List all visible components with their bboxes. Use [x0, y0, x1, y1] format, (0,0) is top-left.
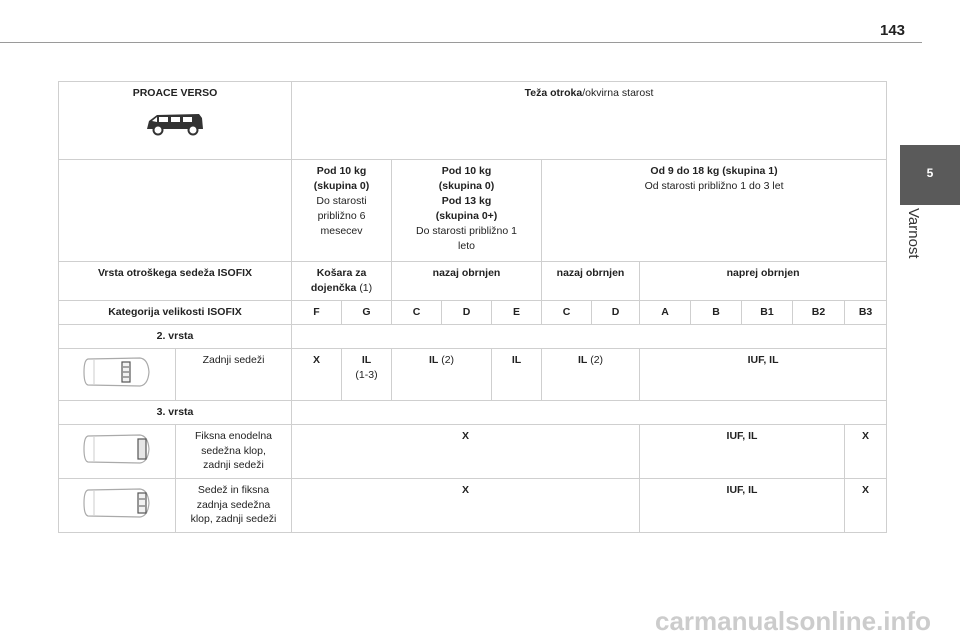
- seat-text: zadnja sedežna: [196, 498, 271, 511]
- seat-text: sedežna klop,: [201, 444, 266, 457]
- car-top-row3-icon: [82, 432, 152, 466]
- row3-title: 3. vrsta: [59, 400, 292, 424]
- empty-cell: [292, 400, 887, 424]
- row3b-value: IUF, IL: [640, 478, 845, 532]
- size-class: G: [342, 300, 392, 324]
- size-class: C: [392, 300, 442, 324]
- group-text: Pod 13 kg: [441, 194, 492, 207]
- size-class: D: [592, 300, 640, 324]
- type-forward: naprej obrnjen: [640, 262, 887, 301]
- footnote: (2): [441, 353, 455, 366]
- empty-cell: [292, 324, 887, 348]
- size-class: B2: [793, 300, 845, 324]
- isofix-table: [58, 81, 887, 533]
- group-text: leto: [458, 239, 475, 252]
- type-rear-1: nazaj obrnjen: [392, 262, 542, 301]
- row3b-value: X: [292, 478, 640, 532]
- group-text: Od starosti približno 1 do 3 let: [644, 179, 784, 192]
- car-top-row3-icon: [82, 486, 152, 520]
- type-text: dojenčka: [310, 281, 357, 294]
- seat-text: Sedež in fiksna: [197, 483, 270, 496]
- row2-value: IL: [361, 353, 372, 366]
- group-0plus-cell: [392, 160, 542, 262]
- footnote: (2): [590, 353, 604, 366]
- watermark: carmanualsonline.info: [655, 606, 931, 636]
- group-text: Do starosti približno 1: [416, 224, 517, 237]
- group-text: (skupina 0): [313, 179, 370, 192]
- row3b-value: X: [845, 478, 887, 532]
- group-text: (skupina 0): [438, 179, 495, 192]
- size-label: Kategorija velikosti ISOFIX: [59, 300, 292, 324]
- row2-seat: Zadnji sedeži: [176, 348, 292, 400]
- size-class: D: [442, 300, 492, 324]
- row2-value-cell: [342, 348, 392, 400]
- group-text: Pod 10 kg: [316, 165, 367, 177]
- page-number: 143: [880, 22, 906, 39]
- model-cell: [59, 82, 292, 160]
- size-class: E: [492, 300, 542, 324]
- row3b-seat: [176, 478, 292, 532]
- group-text: (skupina 0+): [435, 209, 498, 222]
- weight-header: [292, 82, 887, 160]
- group-0-cell: [292, 160, 392, 262]
- footnote: (1): [359, 281, 373, 294]
- row3a-icon-cell: [59, 424, 176, 478]
- row2-value: IL: [577, 353, 588, 366]
- row2-value: IUF, IL: [640, 348, 887, 400]
- van-side-icon: [143, 109, 207, 139]
- row2-value: IL: [492, 348, 542, 400]
- size-class: B1: [742, 300, 793, 324]
- row3a-value: X: [292, 424, 640, 478]
- weight-label: Teža otroka: [524, 87, 583, 99]
- row2-value-cell: [542, 348, 640, 400]
- seat-text: klop, zadnji sedeži: [190, 513, 277, 526]
- row3a-value: IUF, IL: [640, 424, 845, 478]
- group-1-cell: [542, 160, 887, 262]
- row2-title: 2. vrsta: [59, 324, 292, 348]
- type-rear-2: nazaj obrnjen: [542, 262, 640, 301]
- seat-text: zadnji sedeži: [203, 459, 264, 472]
- chapter-tab[interactable]: 5: [900, 145, 960, 205]
- row2-value: X: [292, 348, 342, 400]
- row2-value: IL: [428, 353, 439, 366]
- model-name: PROACE VERSO: [132, 87, 218, 99]
- size-class: B3: [845, 300, 887, 324]
- row3b-icon-cell: [59, 478, 176, 532]
- row2-icon-cell: [59, 348, 176, 400]
- header-rule: [0, 42, 922, 43]
- size-class: C: [542, 300, 592, 324]
- row3a-value: X: [845, 424, 887, 478]
- group-text: Do starosti: [316, 194, 367, 207]
- type-label: Vrsta otroškega sedeža ISOFIX: [59, 262, 292, 301]
- size-class: A: [640, 300, 691, 324]
- size-class: B: [691, 300, 742, 324]
- chapter-label: Varnost: [905, 208, 922, 259]
- footnote: (1-3): [355, 368, 378, 381]
- row2-value-cell: [392, 348, 492, 400]
- size-class: F: [292, 300, 342, 324]
- type-carrycot: [292, 262, 392, 301]
- group-text: Od 9 do 18 kg (skupina 1): [650, 165, 778, 177]
- group-text: mesecev: [320, 224, 363, 237]
- row3a-seat: [176, 424, 292, 478]
- age-label: /okvirna starost: [582, 87, 654, 99]
- car-top-row2-icon: [82, 355, 152, 389]
- group-text: Pod 10 kg: [441, 165, 492, 177]
- group-text: približno 6: [317, 209, 366, 222]
- type-text: Košara za: [316, 267, 367, 279]
- empty-cell: [59, 160, 292, 262]
- seat-text: Fiksna enodelna: [194, 429, 273, 442]
